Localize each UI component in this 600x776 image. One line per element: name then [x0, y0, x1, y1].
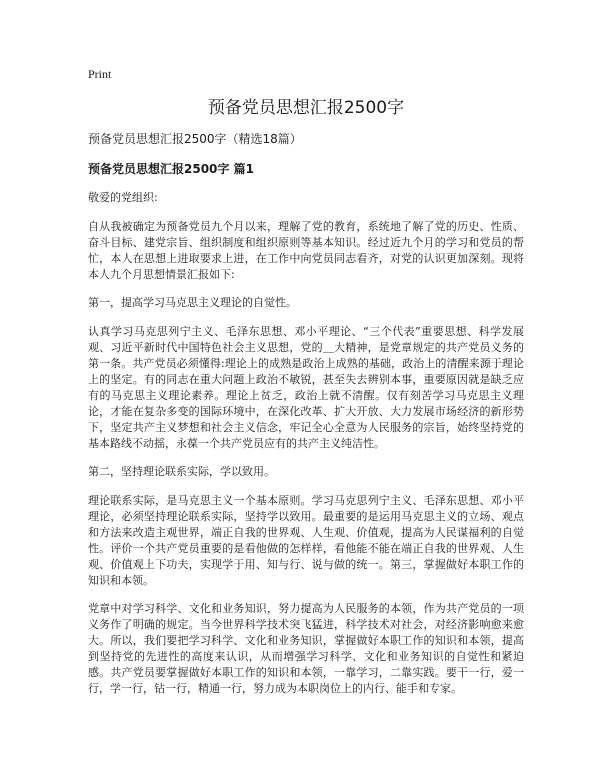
paragraph-point-two: 理论联系实际，是马克思主义一个基本原则。学习马克思列宁主义、毛泽东思想、邓小平理论，必须坚持理论联系实际，坚持学以致用。最重要的是运用马克思主义的立场、观点和方法来改造主观世界，端正自我的世界观、人生观、价值观，提高为人民谋福利的自觉性。评价一个共产党员重要的是看他做的怎样样，看他能不能在端正自我的世界观、人生观、价值观上下功夫，实现学于用、知与行、说与做的统一。第三，掌握做好本职工作的知识和本领。 — [88, 494, 524, 587]
salutation: 敬爱的党组织: — [88, 191, 158, 204]
section-heading: 预备党员思想汇报2500字 篇1 — [88, 162, 254, 176]
document-title: 预备党员思想汇报2500字 — [207, 98, 405, 118]
print-label: Print — [88, 67, 112, 81]
point-two-heading: 第二，坚持理论联系实际，学以致用。 — [88, 465, 275, 478]
document-subtitle: 预备党员思想汇报2500字（精选18篇） — [88, 132, 302, 146]
document-page — [88, 66, 524, 709]
paragraph-point-three: 党章中对学习科学、文化和业务知识，努力提高为人民服务的本领，作为共产党员的一项义务作了明确的规定。当今世界科学技术突飞猛进，科学技术对社会，对经济影响愈来愈大。所以，我们要把学习科学、文化和业务知识，掌握做好本职工作的知识和本领，提高到坚持党的先进性的高度来认识，从而增强学习科学、文化和业务知识的自觉性和紧迫感。共产党员要掌握做好本职工作的知识和本领，一靠学习，二靠实践。要干一行，爱一行，学一行，钻一行，精通一行，努力成为本职岗位上的内行、能手和专家。 — [88, 602, 524, 695]
point-one-heading: 第一，提高学习马克思主义理论的自觉性。 — [88, 296, 297, 309]
paragraph-intro: 自从我被确定为预备党员九个月以来，理解了党的教育，系统地了解了党的历史、性质、奋斗目标、建党宗旨、组织制度和组织原则等基本知识。经过近九个月的学习和党员的帮忙，本人在思想上进取要求上进，在工作中向党员同志看齐，对党的认识更加深刻。现将本人九个月思想情景汇报如下: — [88, 220, 524, 281]
paragraph-point-one: 认真学习马克思列宁主义、毛泽东思想、邓小平理论、“三个代表”重要思想、科学发展观、习近平新时代中国特色社会主义思想，党的＿大精神，是党章规定的共产党员义务的第一条。共产党员必须懂得:理论上的成熟是政治上成熟的基础，政治上的清醒来源于理论上的坚定。有的同志在重大问题上政治不敏锐，甚至失去辨别本事，重要原因就是缺乏应有的马克思主义理论素养。理论上贫乏，政治上就不清醒。仅有刻苦学习马克思主义理论，才能在复杂多变的国际环境中，在深化改革、扩大开放、大力发展市场经济的新形势下，坚定共产主义梦想和社会主义信念，牢记全心全意为人民服务的宗旨，始终坚持党的基本路线不动摇，永葆一个共产党员应有的共产主义纯洁性。 — [88, 325, 524, 450]
